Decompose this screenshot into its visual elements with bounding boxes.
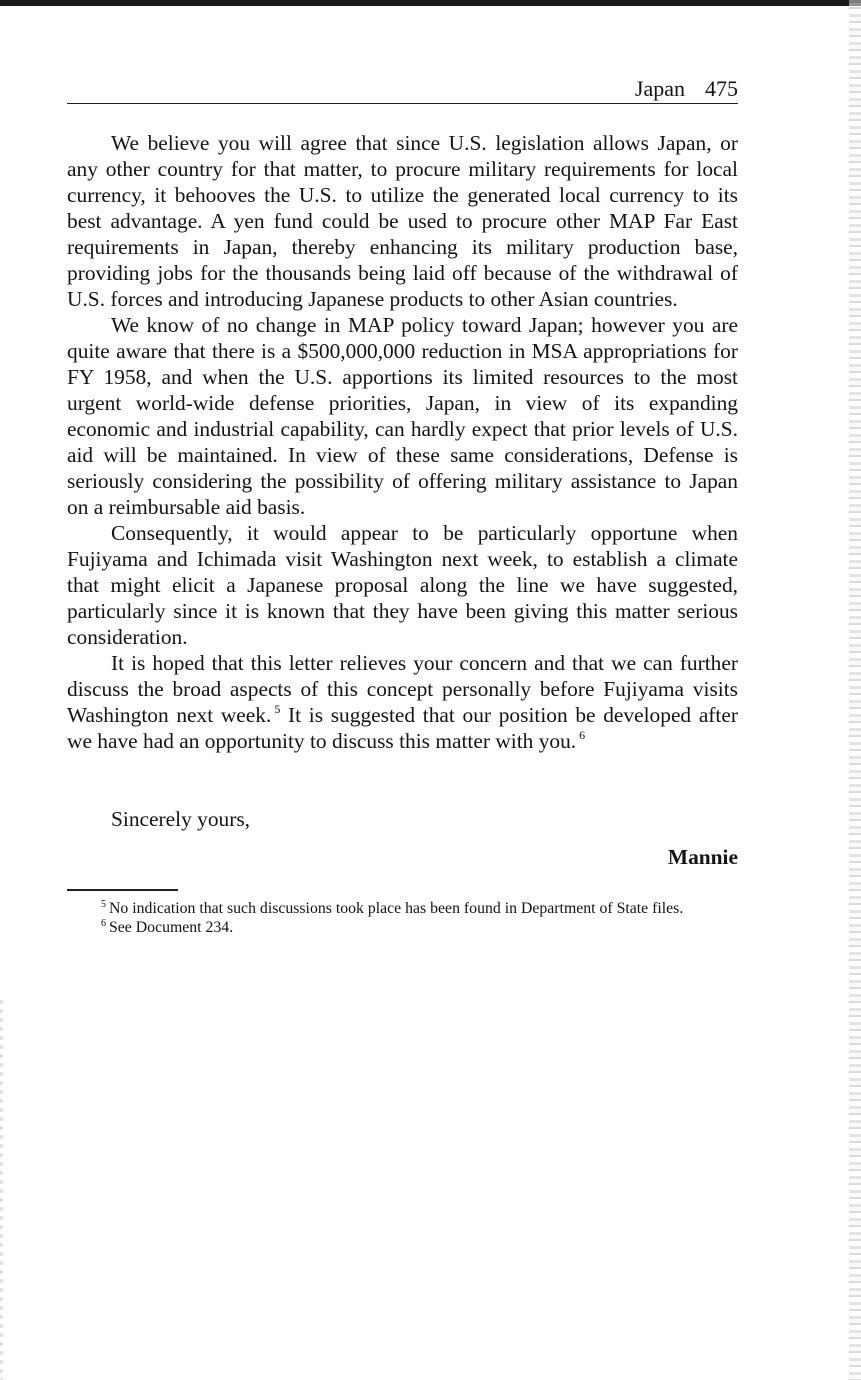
footnote-6 xyxy=(67,918,738,937)
scan-left-edge xyxy=(0,1000,3,1380)
footnote-5-text: No indication that such discussions took place has been found in Department of State files. xyxy=(109,900,684,917)
scan-right-edge xyxy=(849,0,861,1380)
footnote-ref-6: 6 xyxy=(579,728,586,742)
paragraph-4-text-b: It is suggested that our position be developed after we have had an opportunity to discuss this matter with you. xyxy=(67,703,738,753)
footnote-5-number: 5 xyxy=(101,899,106,910)
footnote-6-text: See Document 234. xyxy=(109,919,234,936)
footnotes xyxy=(67,899,738,937)
letter-body xyxy=(67,130,738,754)
paragraph-4-text-a: It is hoped that this letter relieves your concern and that we can further discuss the broad aspects of this concept personally before Fujiyama visits Washington next week. xyxy=(67,651,738,727)
closing-salutation: Sincerely yours, xyxy=(111,807,251,831)
footnote-6-number: 6 xyxy=(101,918,106,929)
running-head xyxy=(67,76,738,104)
paragraph-1: We believe you will agree that since U.S. legislation allows Japan, or any other country for that matter, to procure military requirements for local currency, it behooves the U.S. to utilize the generated local currency to its best advantage. A yen fund could be used to procure other MAP Far East requirements in Japan, thereby enhancing its military production base, providing jobs for the thousands being laid off because of the withdrawal of U.S. forces and introducing Japanese products to other Asian countries. xyxy=(67,131,738,311)
footnote-5 xyxy=(67,899,738,918)
running-head-section: Japan xyxy=(634,76,685,101)
running-head-text xyxy=(635,76,738,102)
paragraph-2: We know of no change in MAP policy toward Japan; however you are quite aware that there is a $500,000,000 reduction in MSA appropriations for FY 1958, and when the U.S. apportions its limited resources to the most urgent world-wide defense priorities, Japan, in view of its expanding economic and industrial capability, can hardly expect that prior levels of U.S. aid will be maintained. In view of these same considerations, Defense is seriously considering the possibility of offering military assistance to Japan on a reimbursable aid basis. xyxy=(67,313,738,519)
paragraph-3: Consequently, it would appear to be particularly opportune when Fujiyama and Ichimada visit Washington next week, to establish a climate that might elicit a Japanese proposal along the line we have suggested, particularly since it is known that they have been giving this matter serious consideration. xyxy=(67,521,738,649)
footnote-divider xyxy=(67,889,178,891)
paragraph-4 xyxy=(67,650,738,754)
page-top-edge xyxy=(0,0,861,6)
signature: Mannie xyxy=(667,845,738,869)
footnote-ref-5: 5 xyxy=(274,702,281,716)
page-number: 475 xyxy=(705,76,738,101)
